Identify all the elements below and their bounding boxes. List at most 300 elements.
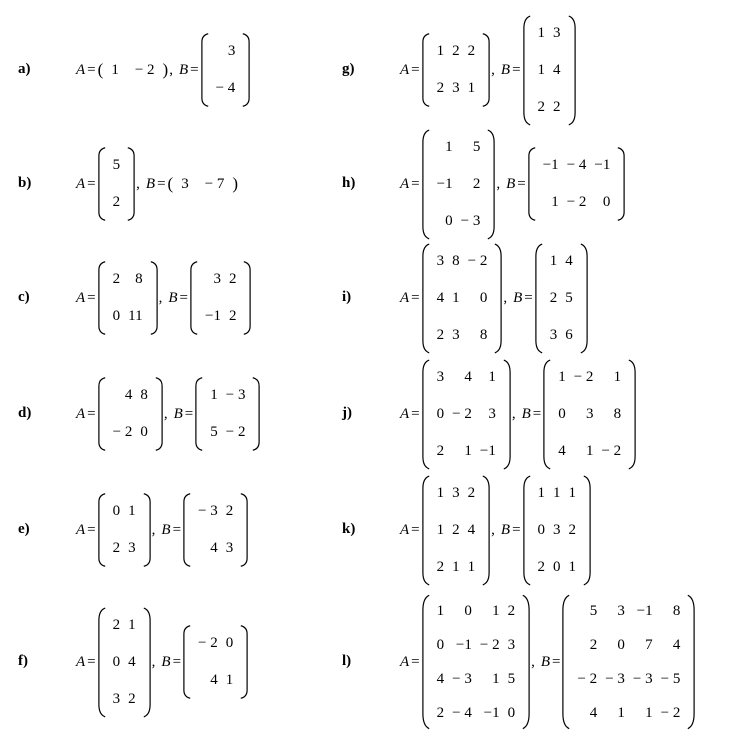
matrix-a-entry: − 2 [479, 636, 500, 653]
matrix-a-matrix [422, 475, 491, 586]
matrix-a-entry: 3 [507, 636, 516, 653]
comma: , [169, 61, 173, 78]
matrix-a-entry: 1 [467, 80, 476, 96]
matrix-a-entry: 3 [436, 252, 445, 269]
matrix-a-entry: 1 [436, 43, 445, 59]
matrix-a-entry: − 3 [460, 212, 481, 229]
problem-6-expression [400, 15, 576, 126]
matrix-a-entry: 0 [436, 636, 445, 653]
matrix-b-entry: 1 [537, 61, 546, 78]
matrix-b-entry: −1 [636, 602, 653, 619]
matrix-b-entries [192, 625, 239, 699]
equals-sign: = [512, 61, 521, 78]
problem-4-expression [76, 493, 248, 567]
matrix-a-entry: 0 [112, 308, 121, 324]
matrix-a-matrix [98, 261, 158, 335]
matrix-b-entry: 2 [589, 636, 598, 653]
right-bracket [142, 493, 151, 567]
matrix-b-entry: 1 [537, 484, 546, 501]
matrix-b-entry: 1 [551, 194, 559, 210]
right-bracket [242, 261, 251, 335]
matrix-name-a: A [76, 653, 86, 670]
problem-label: k) [342, 521, 356, 537]
matrix-a-entries [431, 594, 521, 730]
matrix-b-entry: −1 [204, 308, 221, 324]
matrix-a-entry: 1 [128, 616, 136, 633]
equals-sign: = [411, 653, 420, 670]
matrix-b-entry: 4 [210, 672, 218, 688]
matrix-a-matrix [422, 33, 491, 107]
comma: , [151, 521, 156, 538]
matrix-a-entries [431, 33, 482, 107]
matrix-a-entry: 1 [436, 602, 445, 619]
matrix-b-entry: 8 [672, 602, 681, 619]
matrix-b-entry: − 4 [215, 80, 236, 96]
matrix-b-entry: 2 [537, 558, 546, 575]
equals-sign: = [87, 653, 96, 670]
matrix-name-b: B [521, 405, 531, 422]
matrix-b-entry: 4 [553, 61, 561, 78]
matrix-b-entries [552, 359, 627, 470]
matrix-b-matrix [523, 15, 576, 126]
matrix-a-entries [107, 493, 142, 567]
right-bracket [567, 15, 576, 126]
left-bracket [422, 359, 431, 470]
problem-label: h) [342, 175, 356, 191]
matrix-b-entry: − 5 [660, 670, 681, 687]
matrix-b-entry: − 3 [605, 670, 625, 687]
matrix-b-entry: 2 [568, 521, 577, 538]
problem-1-expression [76, 147, 238, 221]
matrix-a-entry: 5 [472, 138, 481, 155]
matrix-b-matrix [195, 377, 260, 451]
matrix-b-matrix [535, 243, 588, 354]
matrix-b-entries [544, 243, 579, 354]
matrix-b-entries [199, 261, 242, 335]
matrix-name-b: B [500, 521, 511, 538]
matrix-a-entry: − 2 [467, 252, 488, 269]
matrix-b-entries [204, 377, 251, 451]
right-bracket [142, 607, 151, 718]
matrix-b-entry: 0 [617, 636, 625, 653]
matrix-a-entries [107, 377, 154, 451]
matrix-b-matrix [562, 594, 695, 730]
matrix-b-entry: 1 [537, 24, 546, 41]
matrix-b-entry: 3 [617, 602, 625, 619]
matrix-a-entry: 1 [492, 602, 500, 619]
matrix-a-entry: 1 [488, 368, 496, 385]
left-bracket [422, 594, 431, 730]
problem-8-expression [400, 243, 588, 354]
comma: , [496, 175, 501, 192]
matrix-b-entry: 3 [227, 43, 236, 59]
matrix-a-entry: 2 [436, 704, 445, 721]
matrix-b-entry: − 7 [204, 175, 225, 192]
matrix-a-entry: 2 [472, 175, 481, 192]
matrix-a-entries [107, 147, 127, 221]
matrix-name-a: A [76, 61, 86, 78]
matrix-b-entry: 0 [602, 194, 611, 210]
matrix-a-entry: 2 [467, 43, 476, 59]
comma: , [151, 653, 156, 670]
matrix-a-entry: 8 [135, 271, 143, 287]
matrix-b-entry: − 2 [601, 442, 622, 459]
matrix-b-entry: 3 [549, 326, 558, 343]
matrix-b-entry: − 3 [632, 670, 653, 687]
matrix-b-entry: −1 [542, 157, 559, 173]
matrix-b-entry: 4 [210, 540, 218, 556]
matrix-name-a: A [400, 405, 410, 422]
matrix-a-entry: − 2 [452, 405, 472, 422]
left-bracket [98, 607, 107, 718]
matrix-b-entry: 5 [210, 424, 218, 440]
matrix-a-entry: 0 [464, 602, 472, 619]
matrix-b-entry: −1 [594, 157, 611, 173]
right-bracket [251, 377, 260, 451]
comma: , [503, 289, 508, 306]
matrix-b-entry: 8 [613, 405, 622, 422]
matrix-a-matrix [98, 607, 151, 718]
right-bracket [616, 147, 625, 221]
left-bracket [183, 625, 192, 699]
matrix-b-entry: 1 [553, 484, 561, 501]
matrix-a-entry: 3 [452, 80, 460, 96]
matrix-b-entry: 4 [589, 704, 598, 721]
matrix-b-matrix [190, 261, 251, 335]
matrix-a-entry: 4 [436, 670, 445, 687]
right-bracket [154, 377, 163, 451]
matrix-a-entry: 5 [507, 670, 516, 687]
matrix-a-entry: 2 [452, 521, 460, 538]
problem-9-expression [400, 359, 636, 470]
matrix-a-entry: 2 [112, 616, 121, 633]
right-paren: ) [232, 174, 239, 193]
matrix-name-b: B [178, 61, 189, 78]
problem-10-expression [400, 475, 591, 586]
matrix-a-entry: 2 [452, 43, 460, 59]
left-paren: ( [97, 60, 104, 79]
matrix-a-entry: − 3 [452, 670, 472, 687]
equals-sign: = [172, 653, 182, 670]
matrix-name-b: B [145, 175, 156, 192]
matrix-b-entry: 0 [225, 635, 234, 651]
left-bracket [201, 33, 210, 107]
right-bracket [627, 359, 636, 470]
right-bracket [481, 475, 490, 586]
problem-label: g) [342, 61, 355, 77]
matrix-a-entry: 3 [436, 368, 445, 385]
matrix-b-entry: 4 [672, 636, 681, 653]
problem-label: d) [18, 405, 32, 421]
left-bracket [422, 475, 431, 586]
matrix-b-entry: 3 [213, 271, 221, 287]
matrix-a-entry: 2 [436, 558, 445, 575]
right-bracket [493, 243, 502, 354]
matrix-a-entry: 1 [128, 503, 136, 519]
matrix-a-entry: 4 [124, 387, 133, 403]
comma: , [511, 405, 516, 422]
problem-label: i) [342, 289, 352, 305]
matrix-name-b: B [513, 289, 523, 306]
matrix-b-entry: 4 [565, 252, 573, 269]
matrix-a-entry: 4 [436, 289, 445, 306]
equals-sign: = [87, 521, 96, 538]
matrix-a-entry: 0 [436, 405, 445, 422]
matrix-b-entries [537, 147, 617, 221]
problem-label: j) [342, 405, 352, 421]
matrix-name-b: B [173, 405, 183, 422]
right-bracket [502, 359, 511, 470]
left-bracket [422, 129, 431, 240]
comma: , [136, 175, 140, 192]
matrix-a-entry: 3 [452, 484, 460, 501]
equals-sign: = [411, 289, 420, 306]
matrix-a-entry: 1 [111, 61, 119, 78]
matrix-a-entry: 0 [112, 653, 121, 670]
right-bracket [126, 147, 135, 221]
matrix-a-entry: −1 [479, 442, 496, 459]
matrix-a-entry: 2 [112, 271, 121, 287]
matrix-b-entry: − 3 [225, 387, 246, 403]
matrix-b-entry: − 4 [566, 157, 587, 173]
problem-label: e) [18, 521, 30, 537]
matrix-b-entry: 6 [565, 326, 573, 343]
right-bracket [481, 33, 490, 107]
matrix-name-a: A [76, 521, 86, 538]
matrix-b-entry: 4 [558, 442, 566, 459]
equals-sign: = [512, 521, 521, 538]
matrix-b-matrix [183, 493, 248, 567]
matrix-a-matrix [422, 359, 511, 470]
left-bracket [98, 147, 107, 221]
left-bracket [543, 359, 552, 470]
matrix-a-entry: 1 [492, 670, 500, 687]
equals-sign: = [411, 405, 420, 422]
matrix-b-matrix [528, 147, 626, 221]
right-bracket [579, 243, 588, 354]
matrix-name-a: A [400, 175, 410, 192]
matrix-b-entry: 5 [589, 602, 598, 619]
matrix-a-entry: 2 [436, 80, 445, 96]
equals-sign: = [411, 61, 420, 78]
matrix-a-entry: − 2 [112, 424, 133, 440]
matrix-b-entries [210, 33, 242, 107]
problem-label: b) [18, 175, 32, 191]
right-bracket [239, 625, 248, 699]
matrix-a-entry: 1 [464, 442, 472, 459]
matrix-a-entry: 4 [464, 368, 472, 385]
matrix-a-matrix [98, 377, 163, 451]
matrix-name-b: B [540, 653, 550, 670]
matrix-b-row-vector [168, 174, 239, 194]
matrix-a-entry: 3 [488, 405, 496, 422]
matrix-a-entry: − 2 [134, 61, 155, 78]
matrix-b-entry: 2 [537, 98, 546, 115]
comma: , [158, 289, 163, 306]
equals-sign: = [411, 175, 420, 192]
matrix-a-matrix [98, 493, 151, 567]
problem-5-expression [76, 607, 248, 718]
matrix-b-entries [532, 475, 583, 586]
problem-7-expression [400, 129, 625, 240]
matrix-a-entry: 4 [128, 653, 136, 670]
equals-sign: = [184, 405, 194, 422]
equals-sign: = [87, 289, 96, 306]
matrix-b-entry: 1 [568, 558, 577, 575]
left-bracket [422, 33, 431, 107]
matrix-b-entry: 0 [553, 558, 561, 575]
matrix-a-entry: −1 [483, 704, 500, 721]
right-bracket [149, 261, 158, 335]
matrix-a-matrix [422, 129, 496, 240]
matrix-a-entry: 1 [436, 484, 445, 501]
matrix-b-matrix [183, 625, 248, 699]
matrix-a-entry: 3 [128, 540, 136, 556]
matrix-a-entry: 1 [467, 558, 476, 575]
right-paren: ) [162, 60, 169, 79]
matrix-b-entry: 1 [225, 672, 234, 688]
matrix-name-a: A [400, 521, 410, 538]
left-bracket [98, 377, 107, 451]
problem-label: a) [18, 61, 31, 77]
equals-sign: = [190, 61, 199, 78]
matrix-b-entry: 5 [565, 289, 573, 306]
matrix-b-entry: − 2 [577, 670, 598, 687]
matrix-name-a: A [76, 289, 86, 306]
matrix-name-b: B [161, 521, 171, 538]
matrix-a-row-vector [98, 60, 169, 80]
matrix-b-entry: 1 [549, 252, 558, 269]
matrix-name-a: A [400, 289, 410, 306]
right-bracket [686, 594, 695, 730]
left-bracket [190, 261, 199, 335]
problem-label: c) [18, 289, 30, 305]
matrix-a-entry: −1 [455, 636, 472, 653]
matrix-b-entry: 2 [228, 308, 237, 324]
equals-sign: = [532, 405, 542, 422]
matrix-name-a: A [76, 405, 86, 422]
matrix-a-entry: 2 [128, 690, 136, 707]
matrix-a-entry: 8 [140, 387, 148, 403]
matrix-b-entry: 3 [585, 405, 594, 422]
left-bracket [183, 493, 192, 567]
problem-0-expression [76, 33, 250, 107]
equals-sign: = [87, 175, 96, 192]
matrix-a-entry: 1 [445, 138, 453, 155]
matrix-b-entry: 1 [617, 704, 625, 721]
matrix-a-entry: 1 [452, 558, 460, 575]
equals-sign: = [517, 175, 526, 192]
matrix-a-entry: 1 [436, 521, 445, 538]
left-bracket [98, 493, 107, 567]
right-bracket [582, 475, 591, 586]
matrix-b-entries [571, 594, 686, 730]
matrix-a-entry: −1 [436, 175, 453, 192]
right-bracket [486, 129, 495, 240]
matrix-a-entry: 2 [507, 602, 516, 619]
matrix-b-entry: − 2 [660, 704, 681, 721]
matrix-a-entry: 8 [479, 326, 488, 343]
comma: , [491, 521, 495, 538]
matrix-name-b: B [168, 289, 178, 306]
matrix-a-entries [107, 607, 142, 718]
matrix-name-a: A [76, 175, 86, 192]
matrix-name-b: B [506, 175, 516, 192]
problem-3-expression [76, 377, 260, 451]
matrix-a-matrix [98, 147, 136, 221]
matrix-b-entry: 3 [225, 540, 234, 556]
matrix-a-entry: 2 [436, 326, 445, 343]
matrix-a-entry: 2 [436, 442, 445, 459]
matrix-a-entry: 1 [452, 289, 460, 306]
matrix-b-matrix [201, 33, 251, 107]
problem-11-expression [400, 594, 695, 730]
matrix-a-entry: 3 [452, 326, 460, 343]
problem-label: f) [18, 653, 28, 669]
equals-sign: = [157, 175, 166, 192]
equals-sign: = [524, 289, 533, 306]
matrix-a-entry: 0 [507, 704, 516, 721]
equals-sign: = [552, 653, 561, 670]
right-bracket [241, 33, 250, 107]
matrix-b-entry: 2 [228, 271, 237, 287]
matrix-name-a: A [400, 653, 410, 670]
matrix-b-entry: 7 [645, 636, 653, 653]
matrix-b-entry: 3 [553, 24, 561, 41]
comma: , [491, 61, 495, 78]
matrix-name-b: B [161, 653, 171, 670]
matrix-a-entries [431, 243, 494, 354]
equals-sign: = [411, 521, 420, 538]
matrix-name-b: B [500, 61, 511, 78]
matrix-a-entry: 2 [112, 540, 121, 556]
matrix-b-entry: 1 [585, 442, 594, 459]
matrix-b-entry: 1 [558, 368, 566, 385]
equals-sign: = [87, 405, 96, 422]
left-bracket [535, 243, 544, 354]
matrix-a-entries [431, 129, 487, 240]
matrix-b-entry: 1 [568, 484, 577, 501]
matrix-b-entry: − 3 [198, 503, 218, 519]
matrix-b-entries [532, 15, 567, 126]
matrix-a-entry: 0 [140, 424, 148, 440]
matrix-a-entry: 5 [112, 157, 121, 173]
left-paren: ( [167, 174, 174, 193]
comma: , [163, 405, 168, 422]
equals-sign: = [179, 289, 188, 306]
matrix-a-entry: 4 [467, 521, 476, 538]
matrix-b-entry: 1 [645, 704, 653, 721]
matrix-a-entry: 2 [112, 194, 121, 210]
right-bracket [521, 594, 530, 730]
matrix-b-entry: − 2 [198, 635, 218, 651]
matrix-a-matrix [422, 243, 503, 354]
problem-label: l) [342, 653, 352, 669]
matrix-b-entry: − 2 [573, 368, 594, 385]
matrix-b-entry: 3 [553, 521, 561, 538]
matrix-b-entry: 2 [225, 503, 234, 519]
matrix-a-entries [431, 359, 502, 470]
matrix-b-entry: 0 [558, 405, 566, 422]
matrix-b-entries [192, 493, 239, 567]
matrix-a-entry: 3 [112, 690, 121, 707]
matrix-a-entry: 0 [479, 289, 488, 306]
matrix-a-entries [431, 475, 482, 586]
matrix-a-matrix [422, 594, 530, 730]
matrix-b-entry: 1 [210, 387, 218, 403]
comma: , [531, 653, 535, 670]
matrix-a-entries [107, 261, 149, 335]
